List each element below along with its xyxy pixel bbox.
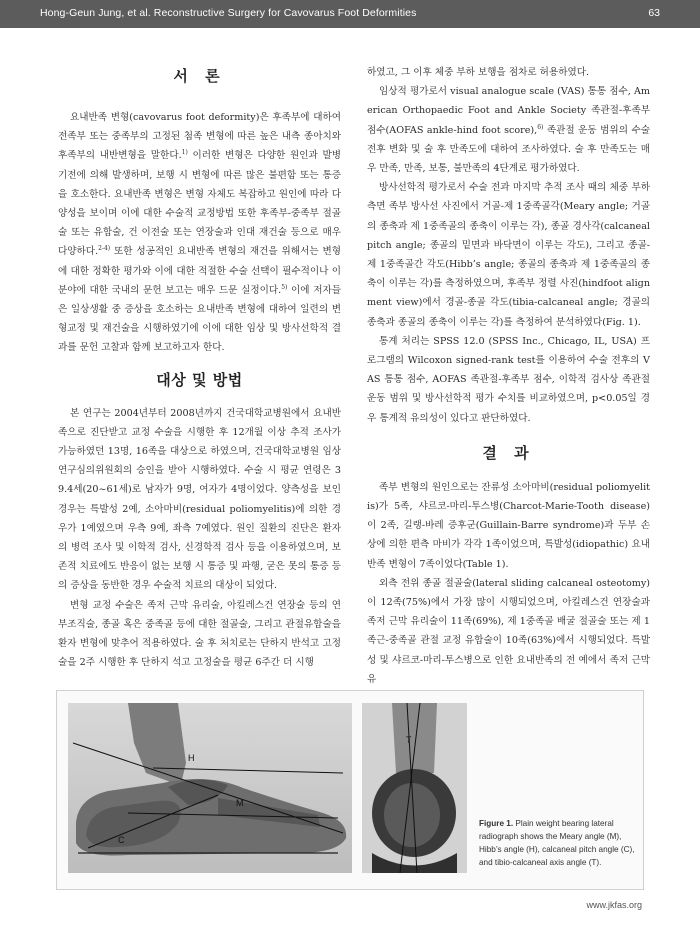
intro-heading: 서 론 [173, 67, 226, 85]
left-column [58, 66, 341, 672]
citation-ref: 6) [537, 123, 544, 131]
marker-m-label: M [236, 798, 244, 808]
citation-ref: 1) [181, 149, 188, 157]
evaluation-paragraph-1 [367, 82, 650, 178]
right-column [367, 63, 650, 689]
intro-text-3: 또한 성공적인 요내반족 변형의 재건을 위해서는 변형에 대한 정확한 평가와 이에 대한 적절한 수술 선택이 필수적이나 이 분야에 대한 국내의 문헌 보고는 매우 드문 실정이다. [58, 246, 341, 296]
intro-text-1: 요내반족 변형(cavovarus foot deformity)은 후족부에 대하여 전족부 또는 중족부의 고정된 첨족 변형에 따른 높은 내측 종아치와 후족부의 내반변형을 말한다. [58, 112, 341, 162]
continued-paragraph: 하였고, 그 이후 체중 부하 보행을 점차로 허용하였다. [367, 67, 590, 78]
statistics-paragraph: 통계 처리는 SPSS 12.0 (SPSS Inc., Chicago, IL, USA) 프로그램의 Wilcoxon signed-rank test를 이용하여 수술 전후의 VAS 통통 점수, AOFAS 족관절-후족부 점수, 이학적 검사상 족관절 운동 범위 및 방사선학적 평가 수치를 비교하였으며, p<0.05일 경우 통계적 유의성이 있다고 판단하였다. [367, 335, 650, 424]
hindfoot-alignment-radiograph [362, 703, 467, 873]
running-title: Hong-Geun Jung, et al. Reconstructive Surgery for Cavovarus Foot Deformities [40, 7, 417, 19]
figure-caption [479, 817, 639, 869]
results-paragraph-1: 족부 변형의 원인으로는 잔류성 소아마비(residual poliomyelitis)가 5족, 샤르코-마리-투스병(Charcot-Marie-Tooth disease)이 2족, 길랭-바레 증후군(Guillain-Barre syndrome)과 두부 손상에 의한 편측 마비가 각각 1족이었으며, 특발성(idiopathic) 요내반족 변형이 7족이었다(Table 1). [367, 481, 650, 570]
intro-text-2: 이러한 변형은 다양한 원인과 발병 기전에 의해 발생하며, 보행 시 변형에 따른 많은 불편함 또는 통증을 호소한다. 요내반족 변형은 변형 자체도 복잡하고 원인에 따라 다양성을 보이며 이에 대한 수술적 교정방법 또한 후족부-중족부 절골술 또는 유합술, 건 이전술 또는 연장술과 인대 재건술 등으로 매우 다양하다. [58, 150, 341, 258]
methods-heading: 대상 및 방법 [156, 370, 243, 389]
results-heading: 결 과 [482, 443, 535, 462]
page-number: 63 [648, 7, 660, 19]
intro-paragraph [58, 108, 341, 358]
figure-caption-text: Plain weight bearing lateral radiograph shows the Meary angle (M), Hibb’s angle (H), calcaneal pitch angle (C), and tibio-calcaneal axis angle (T). [479, 819, 635, 867]
evaluation-paragraph-2: 방사선학적 평가로서 수술 전과 마지막 추적 조사 때의 체중 부하 측면 족부 방사선 사진에서 거골-제 1중족골각(Meary angle; 거골의 종축과 제 1중족골의 종축이 이루는 각), 종골 경사각(calcaneal pitch angle; 종골의 밑면과 바닥면이 이루는 각도), 그리고 종골-제 1중족골간 각도(Hibb’s angle; 종골의 종축과 제 1중족골의 종축이 이루는 각)를 측정하였으며, 후족부 정렬 사진(hindfoot alignment view)에서 경골-종골 각도(tibia-calcaneal angle; 경골의 종축과 종골의 종축이 이루는 각)를 측정하여 분석하였다(Fig. 1). [367, 182, 650, 328]
journal-url: www.jkfas.org [586, 900, 642, 910]
methods-paragraph-2: 변형 교정 수술은 족저 근막 유리술, 아킬레스건 연장술 등의 연부조직술, 종골 혹은 중족골 등에 대한 절골술, 그리고 관절유합술을 환자 변형에 맞추어 적용하였다. 술 후 처치로는 단하지 반석고 고정술을 2주 시행한 후 단하지 석고 고정술을 평균 6주간 더 시행 [58, 599, 341, 669]
intro-text-4: 이에 저자들은 일상생활 중 증상을 호소하는 요내반족 변형에 대하여 일련의 변형교정 및 재건술을 시행하였기에 이에 대한 임상 및 방사선학적 결과를 문헌 고찰과 함께 보고하고자 한다. [58, 284, 342, 354]
marker-h-label: H [188, 753, 195, 763]
marker-t-label: T [406, 735, 412, 745]
lateral-foot-radiograph [68, 703, 352, 873]
results-paragraph-2: 외측 전위 종골 절골술(lateral sliding calcaneal osteotomy)이 12족(75%)에서 가장 많이 시행되었으며, 아킬레스건 연장술과 족저 근막 유리술이 11족(69%), 제 1중족골 배굴 절골술 또는 제 1족근-중족골 관절 교정 유합술이 10족(63%)에서 시행되었다. 특발성 및 샤르코-마리-투스병으로 인한 요내반족의 전 예에서 족저 근막 유 [367, 577, 650, 685]
methods-paragraph-1: 본 연구는 2004년부터 2008년까지 건국대학교병원에서 요내반족으로 진단받고 교정 수술을 시행한 후 12개월 이상 추적 조사가 가능하였던 13명, 16족을 대상으로 하였으며, 건국대학교병원 임상연구심의위원회의 승인을 받아 시행하였다. 수술 시 평균 연령은 39.4세(20~61세)로 남자가 9명, 여자가 4명이었다. 양측성을 보인 경우는 특발성 2예, 소아마비(residual poliomyelitis)에 의한 경우가 1예였으며 우측 9예, 좌측 7예였다. 원인 질환의 진단은 환자의 병력 조사 및 이학적 검사, 신경학적 검사 등을 이용하였으며, 보존적 치료에도 반응이 없는 보행 시 통증 및 파행, 굳은 못의 통증 등의 증상을 동반한 경우 수술적 치료의 대상이 되었다. [58, 407, 341, 592]
evaluation-text-2: 족관절 운동 범위의 수술 전후 변화 및 술 후 만족도에 대하여 조사하였다. 술 후 만족도는 매우 만족, 만족, 보통, 불만족의 4단계로 평가하였다. [367, 124, 650, 175]
running-header [0, 0, 700, 28]
figure-label: Figure 1. [479, 819, 514, 828]
evaluation-text-1: 임상적 평가로서 visual analogue scale (VAS) 통통 점수, American Orthopaedic Foot and Ankle Society 족관절-후족부 점수(AOFAS ankle-hind foot score), [367, 86, 650, 136]
citation-ref: 2-4) [98, 245, 111, 253]
marker-c-label: C [118, 835, 125, 845]
citation-ref: 5) [281, 283, 288, 291]
